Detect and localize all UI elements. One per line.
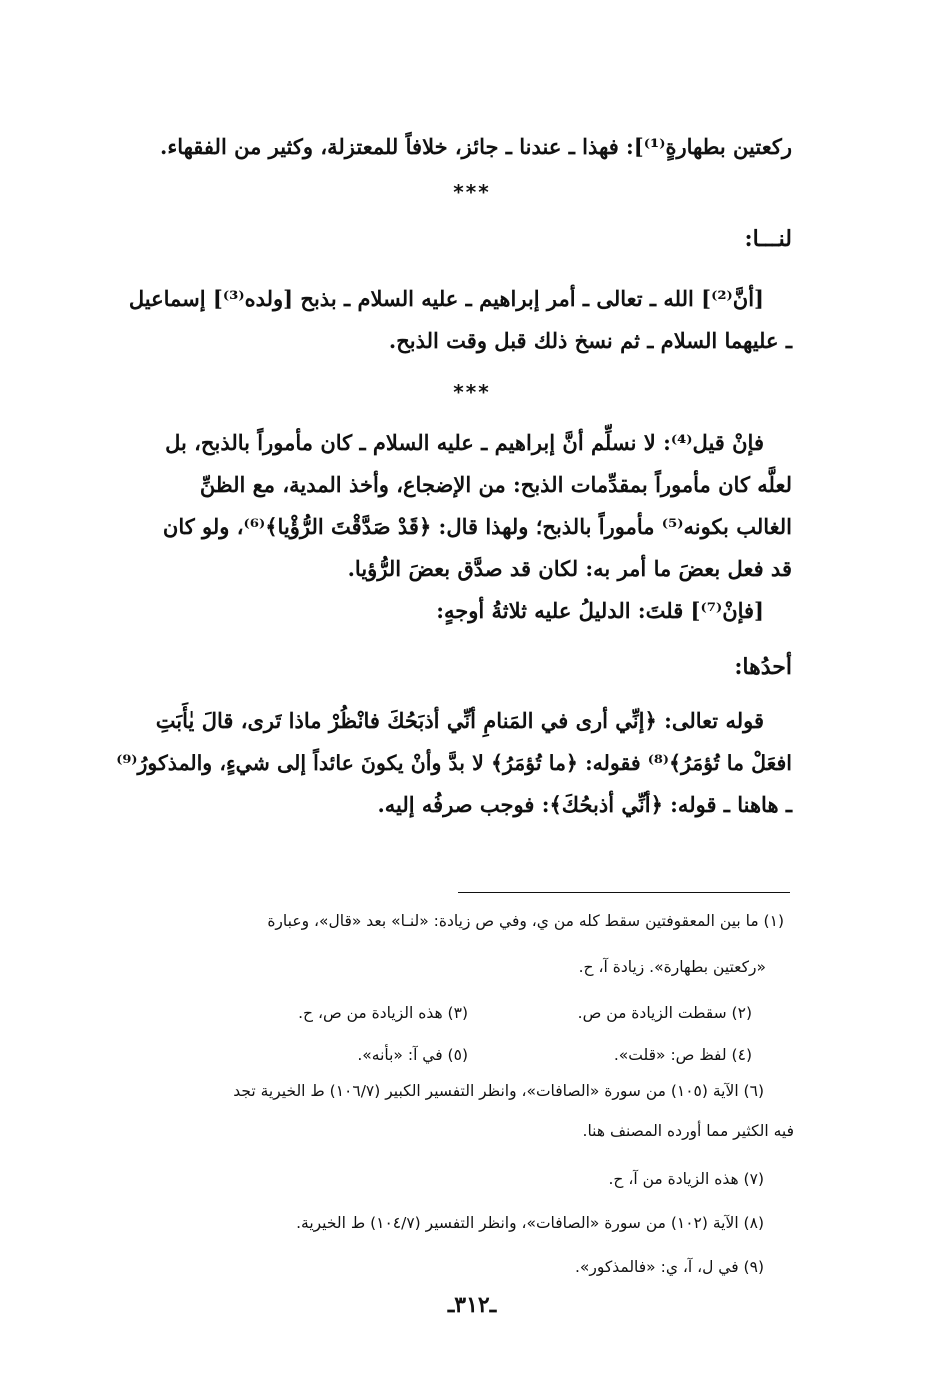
text-line: فإنْ قيل⁽⁴⁾: لا نسلِّم أنَّ إبراهيم ـ عليه السلام ـ كان مأموراً بالذبح، بل (165, 430, 764, 455)
text-line: لعلَّه كان مأموراً بمقدِّمات الذبح: من الإضجاع، وأخذ المدية، مع الظنِّ (199, 472, 792, 497)
paragraph-lana (108, 278, 792, 362)
footnote-6: (٦) الآية (١٠٥) من سورة «الصافات»، وانظر التفسير الكبير (١٠٦/٧) ط الخيرية تجد (233, 1082, 764, 1100)
footnote-9: (٩) في ل، آ، ي: «فالمذكور». (574, 1258, 764, 1276)
text-line: الغالب بكونه⁽⁵⁾ مأموراً بالذبح؛ ولهذا قال: ﴿قَدْ صَدَّقْتَ الرُّؤْيا﴾⁽⁶⁾، ولو كان (162, 514, 792, 539)
footnote-2: (٢) سقطت الزيادة من ص. (577, 1004, 752, 1022)
text-line: قوله تعالى: ﴿إنِّي أرى في المَنامِ أنِّي أذبَحُكَ فانْظُرْ ماذا تَرى، قالَ يٰأَبَتِ (155, 708, 764, 733)
text-line: قد فعل بعضَ ما أمر به: لكان قد صدَّق بعضَ الرُّؤيا. (347, 556, 792, 581)
text-line: ـ عليهما السلام ـ ثم نسخ ذلك قبل وقت الذبح. (388, 328, 792, 353)
footnote-6-cont: فيه الكثير مما أورده المصنف هنا. (582, 1122, 794, 1140)
text-line: ركعتين بطهارةٍ⁽¹⁾]: فهذا ـ عندنا ـ جائز، خلافاً للمعتزلة، وكثير من الفقهاء. (160, 134, 792, 159)
text-line: ـ هاهنا ـ قوله: ﴿أنِّي أذبحُكَ﴾: فوجب صرفُه إليه. (377, 792, 792, 817)
footnote-1: (١) ما بين المعقوفتين سقط كله من ي، وفي ص زيادة: «لنـا» بعد «قال»، وعبارة (267, 912, 784, 930)
heading-lana: لنـــا: (744, 226, 792, 252)
text-line: [فإنْ⁽⁷⁾] قلتَ: الدليلُ عليه ثلاثةُ أوجهٍ: (436, 598, 764, 623)
footnote-3: (٣) هذه الزيادة من ص، ح. (298, 1004, 468, 1022)
footnote-5: (٥) في آ: «بأنه». (357, 1046, 468, 1064)
paragraph-opening (108, 126, 792, 168)
footnote-8: (٨) الآية (١٠٢) من سورة «الصافات»، وانظر التفسير (١٠٤/٧) ط الخيرية. (296, 1214, 764, 1232)
footnote-7: (٧) هذه الزيادة من آ، ح. (608, 1170, 764, 1188)
footnote-4: (٤) لفظ ص: «قلت». (613, 1046, 752, 1064)
page-number: ـ٣١٢ـ (447, 1292, 497, 1318)
footnote-1-cont: «ركعتين بطهارة». زيادة آ، ح. (578, 958, 766, 976)
section-separator: *** (453, 180, 491, 204)
paragraph-first-reason (108, 700, 792, 826)
heading-first-reason: أحدُها: (734, 654, 792, 680)
text-line: [أنَّ⁽²⁾] الله ـ تعالى ـ أمر إبراهيم ـ عليه السلام ـ بذبح [ولده⁽³⁾] إسماعيل (128, 286, 764, 311)
text-line: افعَلْ ما تُؤمَرُ﴾⁽⁸⁾ فقوله: ﴿ما تُؤمَرُ﴾ لا بدَّ وأنْ يكونَ عائداً إلى شيءٍ، والمذكورُ⁽⁹⁾ (116, 751, 792, 775)
footnote-divider (458, 892, 790, 893)
paragraph-objection (108, 422, 792, 632)
section-separator: *** (453, 380, 491, 404)
